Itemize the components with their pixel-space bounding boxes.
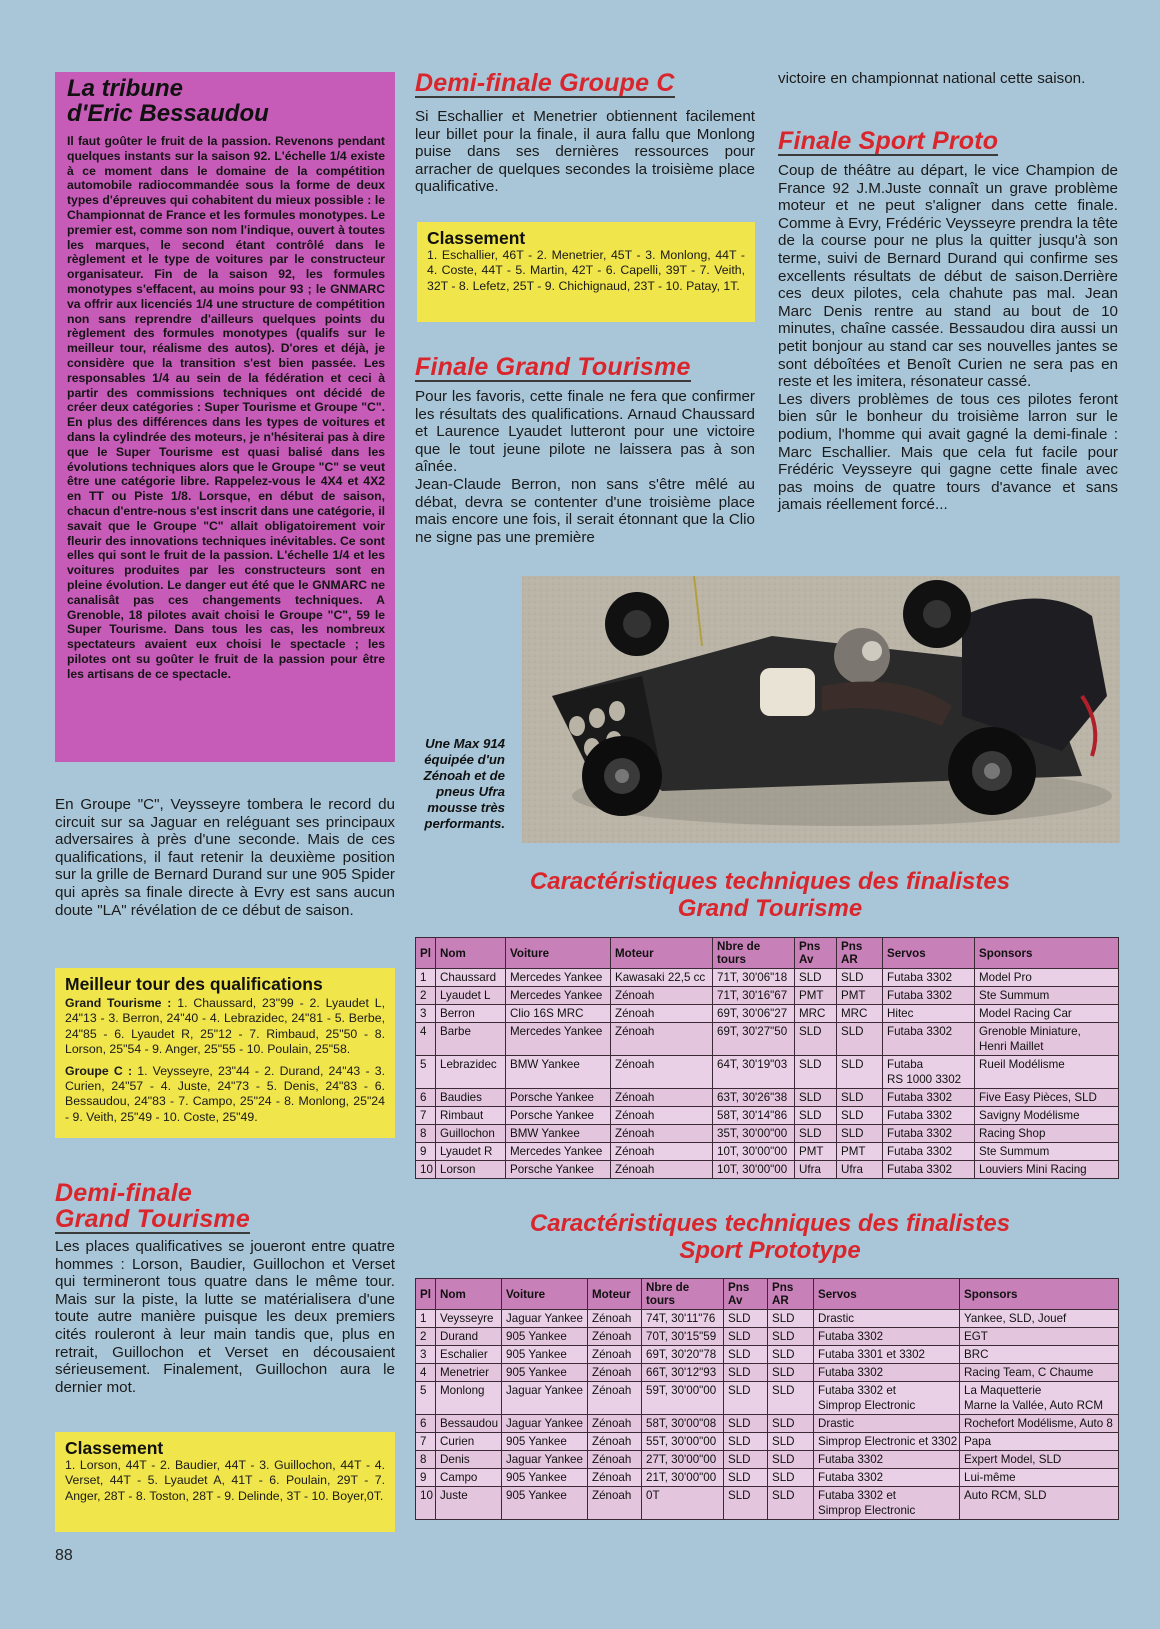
table-cell: Ste Summum: [975, 987, 1119, 1005]
classement-gt-text: 1. Lorson, 44T - 2. Baudier, 44T - 3. Guillochon, 44T - 4. Verset, 44T - 5. Lyaudet A, 41T - 6. Poulain, 29T - 7. Anger, 28T - 8. Toston, 28T - 9. Delinde, 3T - 10. Boyer,0T.: [65, 1458, 385, 1503]
table-row: [416, 1487, 1119, 1520]
table-cell: Baudies: [436, 1089, 506, 1107]
column-header: Pns Av: [795, 938, 837, 969]
column-header: Nom: [436, 1279, 502, 1310]
table-cell: Rueil Modélisme: [975, 1056, 1119, 1089]
table-cell: SLD: [724, 1364, 768, 1382]
table-cell: Zénoah: [588, 1487, 642, 1520]
table-cell: Futaba 3302 et Simprop Electronic: [814, 1487, 960, 1520]
gc-times: 1. Veysseyre, 23"44 - 2. Durand, 24"43 - 3. Curien, 24"57 - 4. Juste, 24"73 - 5. Denis, 24"83 - 6. Bessaudou, 24"83 - 7. Campo, 25"24 - 8. Monlong, 25"24 - 9. Veith, 25"49 - 10. Coste, 25"49.: [65, 1063, 385, 1124]
table-cell: Zénoah: [611, 1143, 713, 1161]
table-cell: 8: [416, 1125, 436, 1143]
table-cell: Louviers Mini Racing: [975, 1161, 1119, 1179]
table-cell: Zénoah: [588, 1451, 642, 1469]
column-header: Pl: [416, 1279, 436, 1310]
table-cell: Rochefort Modélisme, Auto 8: [960, 1415, 1119, 1433]
table-cell: 6: [416, 1415, 436, 1433]
table-cell: Mercedes Yankee: [506, 969, 611, 987]
finale-gt-para1: Pour les favoris, cette finale ne fera que confirmer les résultats des qualifications. Arnaud Chaussard et Laurence Lyaudet lutteront pour une victoire que le tout jeune pilote ne laissera pas à son aînée.: [415, 388, 755, 476]
table-cell: Futaba 3302: [883, 1125, 975, 1143]
table-cell: 9: [416, 1469, 436, 1487]
table-cell: SLD: [837, 969, 883, 987]
race-car-photo: [522, 576, 1120, 843]
table-cell: Zénoah: [611, 1005, 713, 1023]
classement-gt-title: Classement: [65, 1438, 164, 1458]
table-cell: MRC: [795, 1005, 837, 1023]
table-sp-header: [416, 1279, 1119, 1310]
meilleur-tour-title: Meilleur tour des qualifications: [65, 974, 323, 994]
table-cell: Futaba 3302 et Simprop Electronic: [814, 1382, 960, 1415]
tribune-box: [55, 72, 395, 762]
table-sp-title-line1: Caractéristiques techniques des finalistes: [529, 1210, 1011, 1237]
table-cell: SLD: [768, 1364, 814, 1382]
table-cell: Juste: [436, 1487, 502, 1520]
table-cell: Zénoah: [588, 1433, 642, 1451]
table-cell: Porsche Yankee: [506, 1161, 611, 1179]
finale-gt-text: [415, 388, 755, 546]
table-cell: Campo: [436, 1469, 502, 1487]
table-row: [416, 1415, 1119, 1433]
column-header: Sponsors: [960, 1279, 1119, 1310]
table-row: [416, 987, 1119, 1005]
table-cell: Futaba 3302: [883, 1023, 975, 1056]
tribune-body: Il faut goûter le fruit de la passion. Revenons pendant quelques instants sur la saison 92. L'échelle 1/4 existe à ce moment dans le domaine de la compétition automobile radiocommandée sous la forme de deux types d'épreuves qui cohabitent du mieux possible : le Championnat de France et les formules monotypes. Le premier est, comme son nom l'indique, ouvert à toutes les marques, le second étant contrôlé dans le règlement et le type de voitures par le constructeur organisateur. Fin de la saison 92, les formules monotypes s'effacent, au moins pour 93 ; le GNMARC va offrir aux licenciés 1/4 une structure de compétition non sans reprendre d'ailleurs quelques points du règlement des formules monotypes (qualifs sur le meilleur tour, réalisme des autos). D'ores et déjà, je considère que la transition s'est bien passée. Les responsables 1/4 au sein de la fédération et ceci à partir des commissions techniques ont décidé de créer deux catégories : Super Tourisme et Groupe "C". En plus des différences dans les types de voitures et dans la cylindrée des moteurs, je n'hésiterai pas à dire que le Super Tourisme est quasi balisé dans les évolutions techniques alors que le Groupe "C" se veut être une catégorie libre. Rappelez-vous le 4X4 et 4X2 en TT ou Piste 1/8. Lorsque, en début de saison, chacun d'entre-nous s'est inscrit dans une catégorie, il savait que le Groupe "C" allait obligatoirement voir fleurir des innovations techniques inévitables. Ce sont elles qui sont le fruit de la passion. L'échelle 1/4 et les voitures produites par les constructeurs sont en pleine évolution. Le danger eut été que le GNMARC ne canalisât pas ces changements techniques. A Grenoble, 18 pilotes avait choisi le Groupe "C", 59 le Super Tourisme. Dans tous les cas, les nombreux spectateurs avaient eux choisi le spectacle ; les pilotes ont su goûter le fruit de la passion pour être les artisans de ce spectacle.: [67, 134, 386, 681]
table-cell: Zénoah: [611, 1107, 713, 1125]
table-cell: Zénoah: [588, 1346, 642, 1364]
table-cell: Porsche Yankee: [506, 1089, 611, 1107]
demi-c-title-text: Demi-finale Groupe C: [415, 69, 675, 97]
table-cell: 905 Yankee: [502, 1364, 588, 1382]
finale-sp-para1: Coup de théâtre au départ, le vice Champion de France 92 J.M.Juste connaît un grave problème moteur et ne peut s'aligner dans cette finale. Comme à Evry, Frédéric Veysseyre prendra la tête de la course pour ne plus la quitter jusqu'à son terme, suivi de Bernard Durand qui confirme ses excellents résultats de début de saison.Derrière ces deux pilotes, cela chahute pas mal. Jean Marc Denis rentre au stand au bout de 10 minutes, chaîne cassée. Bessaudou dira aussi un petit bonjour au stand car ses nouvelles jantes se sont déboîtées et Benoît Curien ne sera pas en reste et les imitera, résonateur cassé.: [778, 162, 1118, 391]
table-cell: Expert Model, SLD: [960, 1451, 1119, 1469]
table-cell: 4: [416, 1023, 436, 1056]
table-cell: La Maquetterie Marne la Vallée, Auto RCM: [960, 1382, 1119, 1415]
table-cell: Savigny Modélisme: [975, 1107, 1119, 1125]
table-cell: 58T, 30'14"86: [713, 1107, 795, 1125]
table-cell: 64T, 30'19"03: [713, 1056, 795, 1089]
table-cell: SLD: [837, 1125, 883, 1143]
table-cell: SLD: [795, 969, 837, 987]
table-gt-body: [416, 969, 1119, 1179]
table-cell: Jaguar Yankee: [502, 1310, 588, 1328]
table-cell: 9: [416, 1143, 436, 1161]
finale-sp-title-text: Finale Sport Proto: [778, 127, 999, 155]
table-cell: Zénoah: [588, 1469, 642, 1487]
column-header: Moteur: [611, 938, 713, 969]
table-cell: 58T, 30'00"08: [642, 1415, 724, 1433]
table-cell: Zénoah: [611, 1023, 713, 1056]
table-cell: 5: [416, 1056, 436, 1089]
table-row: [416, 1328, 1119, 1346]
table-cell: SLD: [795, 1023, 837, 1056]
column-header: Servos: [883, 938, 975, 969]
table-cell: Zénoah: [611, 987, 713, 1005]
table-cell: 71T, 30'16"67: [713, 987, 795, 1005]
table-cell: Yankee, SLD, Jouef: [960, 1310, 1119, 1328]
table-cell: Zénoah: [588, 1364, 642, 1382]
table-cell: Mercedes Yankee: [506, 1023, 611, 1056]
table-cell: Eschalier: [436, 1346, 502, 1364]
table-cell: 66T, 30'12"93: [642, 1364, 724, 1382]
table-cell: SLD: [724, 1382, 768, 1415]
table-cell: Menetrier: [436, 1364, 502, 1382]
table-cell: 74T, 30'11"76: [642, 1310, 724, 1328]
column-header: Sponsors: [975, 938, 1119, 969]
table-cell: BRC: [960, 1346, 1119, 1364]
qualif-paragraph: En Groupe "C", Veysseyre tombera le record du circuit sur sa Jaguar en reléguant ses principaux adversaires à près d'une seconde. Mais de ces qualifications, il faut retenir la deuxième position sur la grille de Bernard Durand sur une 905 Spider qui après sa finale directe à Evry est sans aucun doute "LA" révélation de ce début de saison.: [55, 796, 395, 919]
table-cell: 69T, 30'06"27: [713, 1005, 795, 1023]
table-row: [416, 1005, 1119, 1023]
finale-gt-title: [415, 354, 755, 382]
table-cell: Clio 16S MRC: [506, 1005, 611, 1023]
table-cell: Jaguar Yankee: [502, 1451, 588, 1469]
table-row: [416, 1382, 1119, 1415]
table-gt-title-line1: Caractéristiques techniques des finalistes: [529, 868, 1011, 895]
table-cell: 6: [416, 1089, 436, 1107]
table-row: [416, 1023, 1119, 1056]
table-cell: Jaguar Yankee: [502, 1382, 588, 1415]
column-header: Moteur: [588, 1279, 642, 1310]
finale-gt-para2: Jean-Claude Berron, non sans s'être mêlé au débat, devra se contenter d'une troisième place mais encore une fois, il serait étonnant que la Clio ne signe pas une première: [415, 475, 755, 546]
table-cell: 5: [416, 1382, 436, 1415]
table-cell: SLD: [724, 1487, 768, 1520]
page-number: 88: [55, 1547, 73, 1564]
table-cell: Drastic: [814, 1310, 960, 1328]
table-cell: Auto RCM, SLD: [960, 1487, 1119, 1520]
table-sp: [415, 1278, 1119, 1520]
table-cell: Futaba 3301 et 3302: [814, 1346, 960, 1364]
table-cell: Drastic: [814, 1415, 960, 1433]
gt-label: Grand Tourisme :: [65, 996, 172, 1010]
table-cell: SLD: [768, 1487, 814, 1520]
table-cell: 69T, 30'27"50: [713, 1023, 795, 1056]
table-cell: 3: [416, 1346, 436, 1364]
tribune-title-line2: d'Eric Bessaudou: [67, 100, 269, 127]
table-cell: EGT: [960, 1328, 1119, 1346]
demi-gt-text: Les places qualificatives se joueront entre quatre hommes : Lorson, Baudier, Guillochon et Verset qui termineront tous quatre dans le même tour. Mais sur la piste, la lutte se matérialisera d'une toute autre manière puisque les deux premiers cités rouleront à leur main tandis que, plus en retrait, Guillochon et Verset en décousaient sérieusement. Finalement, Guillochon aura le dernier mot.: [55, 1238, 395, 1396]
table-cell: Lorson: [436, 1161, 506, 1179]
table-cell: Ufra: [837, 1161, 883, 1179]
table-cell: SLD: [724, 1328, 768, 1346]
table-cell: Futaba 3302: [883, 1161, 975, 1179]
table-cell: 4: [416, 1364, 436, 1382]
table-row: [416, 1451, 1119, 1469]
table-cell: SLD: [724, 1346, 768, 1364]
table-cell: Zénoah: [588, 1310, 642, 1328]
table-row: [416, 1310, 1119, 1328]
classement-c-title: Classement: [427, 228, 526, 248]
table-cell: 1: [416, 1310, 436, 1328]
table-cell: SLD: [768, 1433, 814, 1451]
table-cell: PMT: [837, 1143, 883, 1161]
table-cell: Zénoah: [611, 1056, 713, 1089]
table-cell: SLD: [768, 1451, 814, 1469]
column-header: Nbre de tours: [642, 1279, 724, 1310]
table-cell: Ufra: [795, 1161, 837, 1179]
table-cell: Berron: [436, 1005, 506, 1023]
table-cell: SLD: [837, 1056, 883, 1089]
table-cell: SLD: [768, 1415, 814, 1433]
table-cell: Papa: [960, 1433, 1119, 1451]
table-cell: Chaussard: [436, 969, 506, 987]
demi-c-title: [415, 70, 755, 98]
table-cell: Veysseyre: [436, 1310, 502, 1328]
table-cell: Barbe: [436, 1023, 506, 1056]
meilleur-tour-gt: [65, 996, 385, 1058]
table-cell: 7: [416, 1433, 436, 1451]
table-cell: SLD: [724, 1433, 768, 1451]
table-cell: Zénoah: [588, 1415, 642, 1433]
table-cell: 59T, 30'00"00: [642, 1382, 724, 1415]
column-header: Voiture: [506, 938, 611, 969]
table-cell: Simprop Electronic et 3302: [814, 1433, 960, 1451]
column-header: Nom: [436, 938, 506, 969]
finale-gt-title-text: Finale Grand Tourisme: [415, 353, 691, 381]
table-cell: Futaba 3302: [883, 987, 975, 1005]
table-cell: Grenoble Miniature, Henri Maillet: [975, 1023, 1119, 1056]
table-cell: Futaba 3302: [814, 1328, 960, 1346]
column-header: Nbre de tours: [713, 938, 795, 969]
table-cell: SLD: [724, 1451, 768, 1469]
photo-caption: Une Max 914 équipée d'un Zénoah et de pneus Ufra mousse très performants.: [423, 736, 505, 831]
table-cell: SLD: [795, 1107, 837, 1125]
column-header: Servos: [814, 1279, 960, 1310]
table-cell: Guillochon: [436, 1125, 506, 1143]
table-cell: BMW Yankee: [506, 1056, 611, 1089]
table-row: [416, 1364, 1119, 1382]
table-cell: Futaba 3302: [883, 969, 975, 987]
meilleur-tour-gc: [65, 1064, 385, 1126]
table-cell: SLD: [837, 1023, 883, 1056]
table-row: [416, 1107, 1119, 1125]
column-header: Pns AR: [837, 938, 883, 969]
table-cell: 8: [416, 1451, 436, 1469]
table-cell: SLD: [768, 1382, 814, 1415]
table-cell: Lebrazidec: [436, 1056, 506, 1089]
table-sp-title: [420, 1210, 1120, 1264]
table-cell: SLD: [795, 1125, 837, 1143]
meilleur-tour-box: [55, 968, 395, 1138]
table-cell: Zénoah: [588, 1328, 642, 1346]
table-cell: SLD: [724, 1310, 768, 1328]
table-cell: MRC: [837, 1005, 883, 1023]
table-cell: Rimbaut: [436, 1107, 506, 1125]
table-cell: Curien: [436, 1433, 502, 1451]
table-cell: BMW Yankee: [506, 1125, 611, 1143]
table-cell: Mercedes Yankee: [506, 987, 611, 1005]
table-cell: Futaba 3302: [883, 1143, 975, 1161]
column-header: Pns Av: [724, 1279, 768, 1310]
table-cell: 21T, 30'00"00: [642, 1469, 724, 1487]
table-cell: Zénoah: [611, 1161, 713, 1179]
table-row: [416, 1125, 1119, 1143]
tribune-title-line1: La tribune: [67, 75, 184, 102]
table-cell: SLD: [768, 1310, 814, 1328]
table-cell: Futaba 3302: [883, 1107, 975, 1125]
table-cell: 55T, 30'00"00: [642, 1433, 724, 1451]
finale-sp-title: [778, 128, 1118, 156]
table-cell: Denis: [436, 1451, 502, 1469]
table-row: [416, 1346, 1119, 1364]
table-cell: Lui-même: [960, 1469, 1119, 1487]
finale-sp-text: [778, 162, 1118, 514]
table-row: [416, 969, 1119, 987]
table-cell: Monlong: [436, 1382, 502, 1415]
table-cell: 10: [416, 1487, 436, 1520]
classement-c-text: 1. Eschallier, 46T - 2. Menetrier, 45T - 3. Monlong, 44T - 4. Coste, 44T - 5. Martin, 42T - 6. Capelli, 39T - 7. Veith, 32T - 8. Lefetz, 25T - 9. Chichignaud, 23T - 10. Patay, 1T.: [427, 248, 745, 293]
table-cell: Racing Shop: [975, 1125, 1119, 1143]
table-cell: Model Pro: [975, 969, 1119, 987]
table-cell: Bessaudou: [436, 1415, 502, 1433]
table-cell: Mercedes Yankee: [506, 1143, 611, 1161]
classement-gt-box: [55, 1432, 395, 1532]
table-row: [416, 1089, 1119, 1107]
table-cell: SLD: [837, 1107, 883, 1125]
table-cell: 2: [416, 987, 436, 1005]
demi-gt-title-line1: Demi-finale: [55, 1179, 192, 1207]
table-cell: 10T, 30'00"00: [713, 1143, 795, 1161]
column-header: Pns AR: [768, 1279, 814, 1310]
gc-label: Groupe C :: [65, 1063, 133, 1078]
table-cell: 905 Yankee: [502, 1328, 588, 1346]
table-cell: SLD: [768, 1469, 814, 1487]
table-cell: Durand: [436, 1328, 502, 1346]
table-row: [416, 1056, 1119, 1089]
col3-top-text: victoire en championnat national cette saison.: [778, 70, 1086, 87]
table-cell: Futaba 3302: [883, 1089, 975, 1107]
table-cell: SLD: [768, 1346, 814, 1364]
column-header: Pl: [416, 938, 436, 969]
classement-c-box: [417, 222, 755, 322]
table-cell: Futaba 3302: [814, 1451, 960, 1469]
demi-gt-title-line2: Grand Tourisme: [55, 1205, 250, 1233]
table-gt-title-line2: Grand Tourisme: [677, 895, 863, 922]
table-cell: Zénoah: [588, 1382, 642, 1415]
table-row: [416, 1433, 1119, 1451]
table-cell: 7: [416, 1107, 436, 1125]
table-sp-body: [416, 1310, 1119, 1520]
table-cell: SLD: [795, 1056, 837, 1089]
table-cell: Futaba 3302: [814, 1364, 960, 1382]
table-cell: 27T, 30'00"00: [642, 1451, 724, 1469]
table-gt-title: [420, 868, 1120, 922]
table-cell: Racing Team, C Chaume: [960, 1364, 1119, 1382]
table-cell: SLD: [795, 1089, 837, 1107]
column-header: Voiture: [502, 1279, 588, 1310]
tribune-title: [67, 76, 385, 126]
table-cell: 905 Yankee: [502, 1469, 588, 1487]
table-cell: 2: [416, 1328, 436, 1346]
table-cell: Model Racing Car: [975, 1005, 1119, 1023]
table-cell: SLD: [837, 1089, 883, 1107]
table-cell: Hitec: [883, 1005, 975, 1023]
table-cell: Futaba 3302: [814, 1469, 960, 1487]
demi-c-text: Si Eschallier et Menetrier obtiennent facilement leur billet pour la finale, il aura fallu que Monlong puise dans ses dernières ressources pour arracher de quelques secondes la troisième place qualificative.: [415, 108, 755, 196]
table-cell: Lyaudet R: [436, 1143, 506, 1161]
demi-gt-title: [55, 1180, 395, 1234]
finale-sp-para2: Les divers problèmes de tous ces pilotes feront bien sûr le bonheur du troisième larron sur le podium, l'homme qui avait gagné la demi-finale : Marc Eschallier. Mais que cela fut facile pour Frédéric Veysseyre qui gagne cette finale avec pas moins de quatre tours d'avance et sans jamais réellement forcé...: [778, 390, 1118, 514]
table-cell: Futaba RS 1000 3302: [883, 1056, 975, 1089]
table-cell: 905 Yankee: [502, 1346, 588, 1364]
table-cell: 0T: [642, 1487, 724, 1520]
table-cell: Five Easy Pièces, SLD: [975, 1089, 1119, 1107]
table-row: [416, 1143, 1119, 1161]
table-cell: PMT: [795, 1143, 837, 1161]
table-cell: PMT: [837, 987, 883, 1005]
table-cell: 70T, 30'15"59: [642, 1328, 724, 1346]
table-cell: SLD: [724, 1415, 768, 1433]
table-cell: 905 Yankee: [502, 1487, 588, 1520]
table-cell: 10: [416, 1161, 436, 1179]
table-cell: Lyaudet L: [436, 987, 506, 1005]
table-cell: 35T, 30'00"00: [713, 1125, 795, 1143]
table-cell: PMT: [795, 987, 837, 1005]
table-gt-header: [416, 938, 1119, 969]
table-cell: 3: [416, 1005, 436, 1023]
table-cell: Porsche Yankee: [506, 1107, 611, 1125]
table-sp-title-line2: Sport Prototype: [679, 1237, 861, 1264]
table-cell: 63T, 30'26"38: [713, 1089, 795, 1107]
table-gt: [415, 937, 1119, 1179]
table-row: [416, 1469, 1119, 1487]
table-cell: 69T, 30'20"78: [642, 1346, 724, 1364]
table-cell: Ste Summum: [975, 1143, 1119, 1161]
table-cell: 905 Yankee: [502, 1433, 588, 1451]
table-cell: 10T, 30'00"00: [713, 1161, 795, 1179]
table-cell: 1: [416, 969, 436, 987]
table-cell: SLD: [768, 1328, 814, 1346]
table-cell: 71T, 30'06"18: [713, 969, 795, 987]
table-cell: Kawasaki 22,5 cc: [611, 969, 713, 987]
table-row: [416, 1161, 1119, 1179]
table-cell: Zénoah: [611, 1125, 713, 1143]
table-cell: SLD: [724, 1469, 768, 1487]
table-cell: Jaguar Yankee: [502, 1415, 588, 1433]
table-cell: Zénoah: [611, 1089, 713, 1107]
gt-times: 1. Chaussard, 23"99 - 2. Lyaudet L, 24"13 - 3. Berron, 24"40 - 4. Lebrazidec, 24"81 - 5. Berbe, 24"85 - 6. Lyaudet R, 25"12 - 7. Rimbaud, 25"50 - 8. Lorson, 25"54 - 9. Anger, 25"55 - 10. Poulain, 25"58.: [65, 996, 385, 1057]
